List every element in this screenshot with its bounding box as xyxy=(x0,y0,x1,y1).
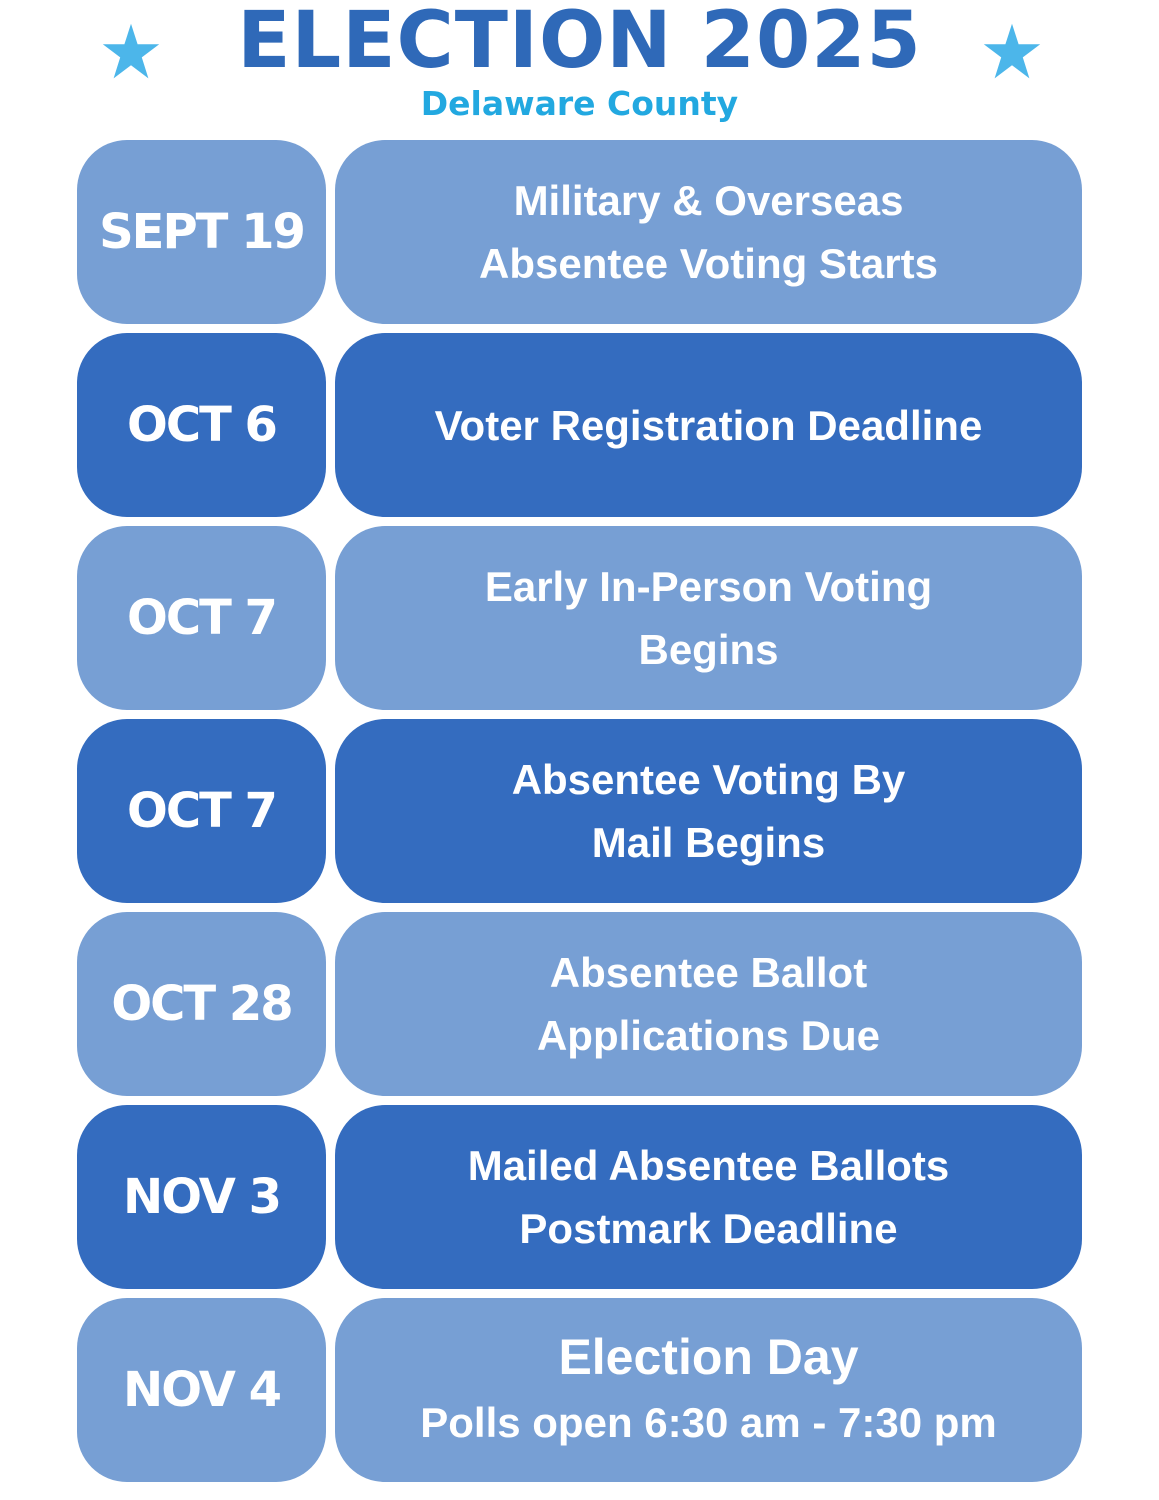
event-row xyxy=(77,1105,1082,1289)
event-row xyxy=(77,140,1082,324)
event-description xyxy=(335,912,1082,1096)
event-line: Mailed Absentee Ballots xyxy=(467,1142,950,1189)
event-line: Voter Registration Deadline xyxy=(434,401,983,449)
event-row xyxy=(77,1298,1082,1482)
event-list xyxy=(77,140,1082,1491)
event-line: Absentee Voting By xyxy=(511,756,906,803)
event-description xyxy=(335,140,1082,324)
event-line: Mail Begins xyxy=(591,819,826,866)
event-date: OCT 28 xyxy=(77,912,326,1096)
event-date: OCT 7 xyxy=(77,526,326,710)
event-row xyxy=(77,333,1082,517)
event-date: NOV 4 xyxy=(77,1298,326,1482)
event-row xyxy=(77,719,1082,903)
event-line: Applications Due xyxy=(536,1012,881,1059)
event-line: Postmark Deadline xyxy=(519,1205,898,1252)
event-line: Begins xyxy=(638,626,779,673)
event-description xyxy=(335,526,1082,710)
page-subtitle: Delaware County xyxy=(420,84,739,123)
event-date: SEPT 19 xyxy=(77,140,326,324)
event-row xyxy=(77,526,1082,710)
event-line: Military & Overseas xyxy=(513,177,904,224)
event-line: Election Day xyxy=(558,1329,859,1385)
event-line: Early In-Person Voting xyxy=(484,563,933,610)
event-description xyxy=(335,1105,1082,1289)
event-description xyxy=(335,1298,1082,1482)
event-date: OCT 7 xyxy=(77,719,326,903)
event-description xyxy=(335,333,1082,517)
event-line: Absentee Voting Starts xyxy=(479,240,938,287)
event-date: OCT 6 xyxy=(77,333,326,517)
event-line: Absentee Ballot xyxy=(549,949,868,996)
event-row xyxy=(77,912,1082,1096)
event-description xyxy=(335,719,1082,903)
page-title: ELECTION 2025 xyxy=(237,0,922,86)
event-line: Polls open 6:30 am - 7:30 pm xyxy=(420,1399,997,1446)
event-date: NOV 3 xyxy=(77,1105,326,1289)
